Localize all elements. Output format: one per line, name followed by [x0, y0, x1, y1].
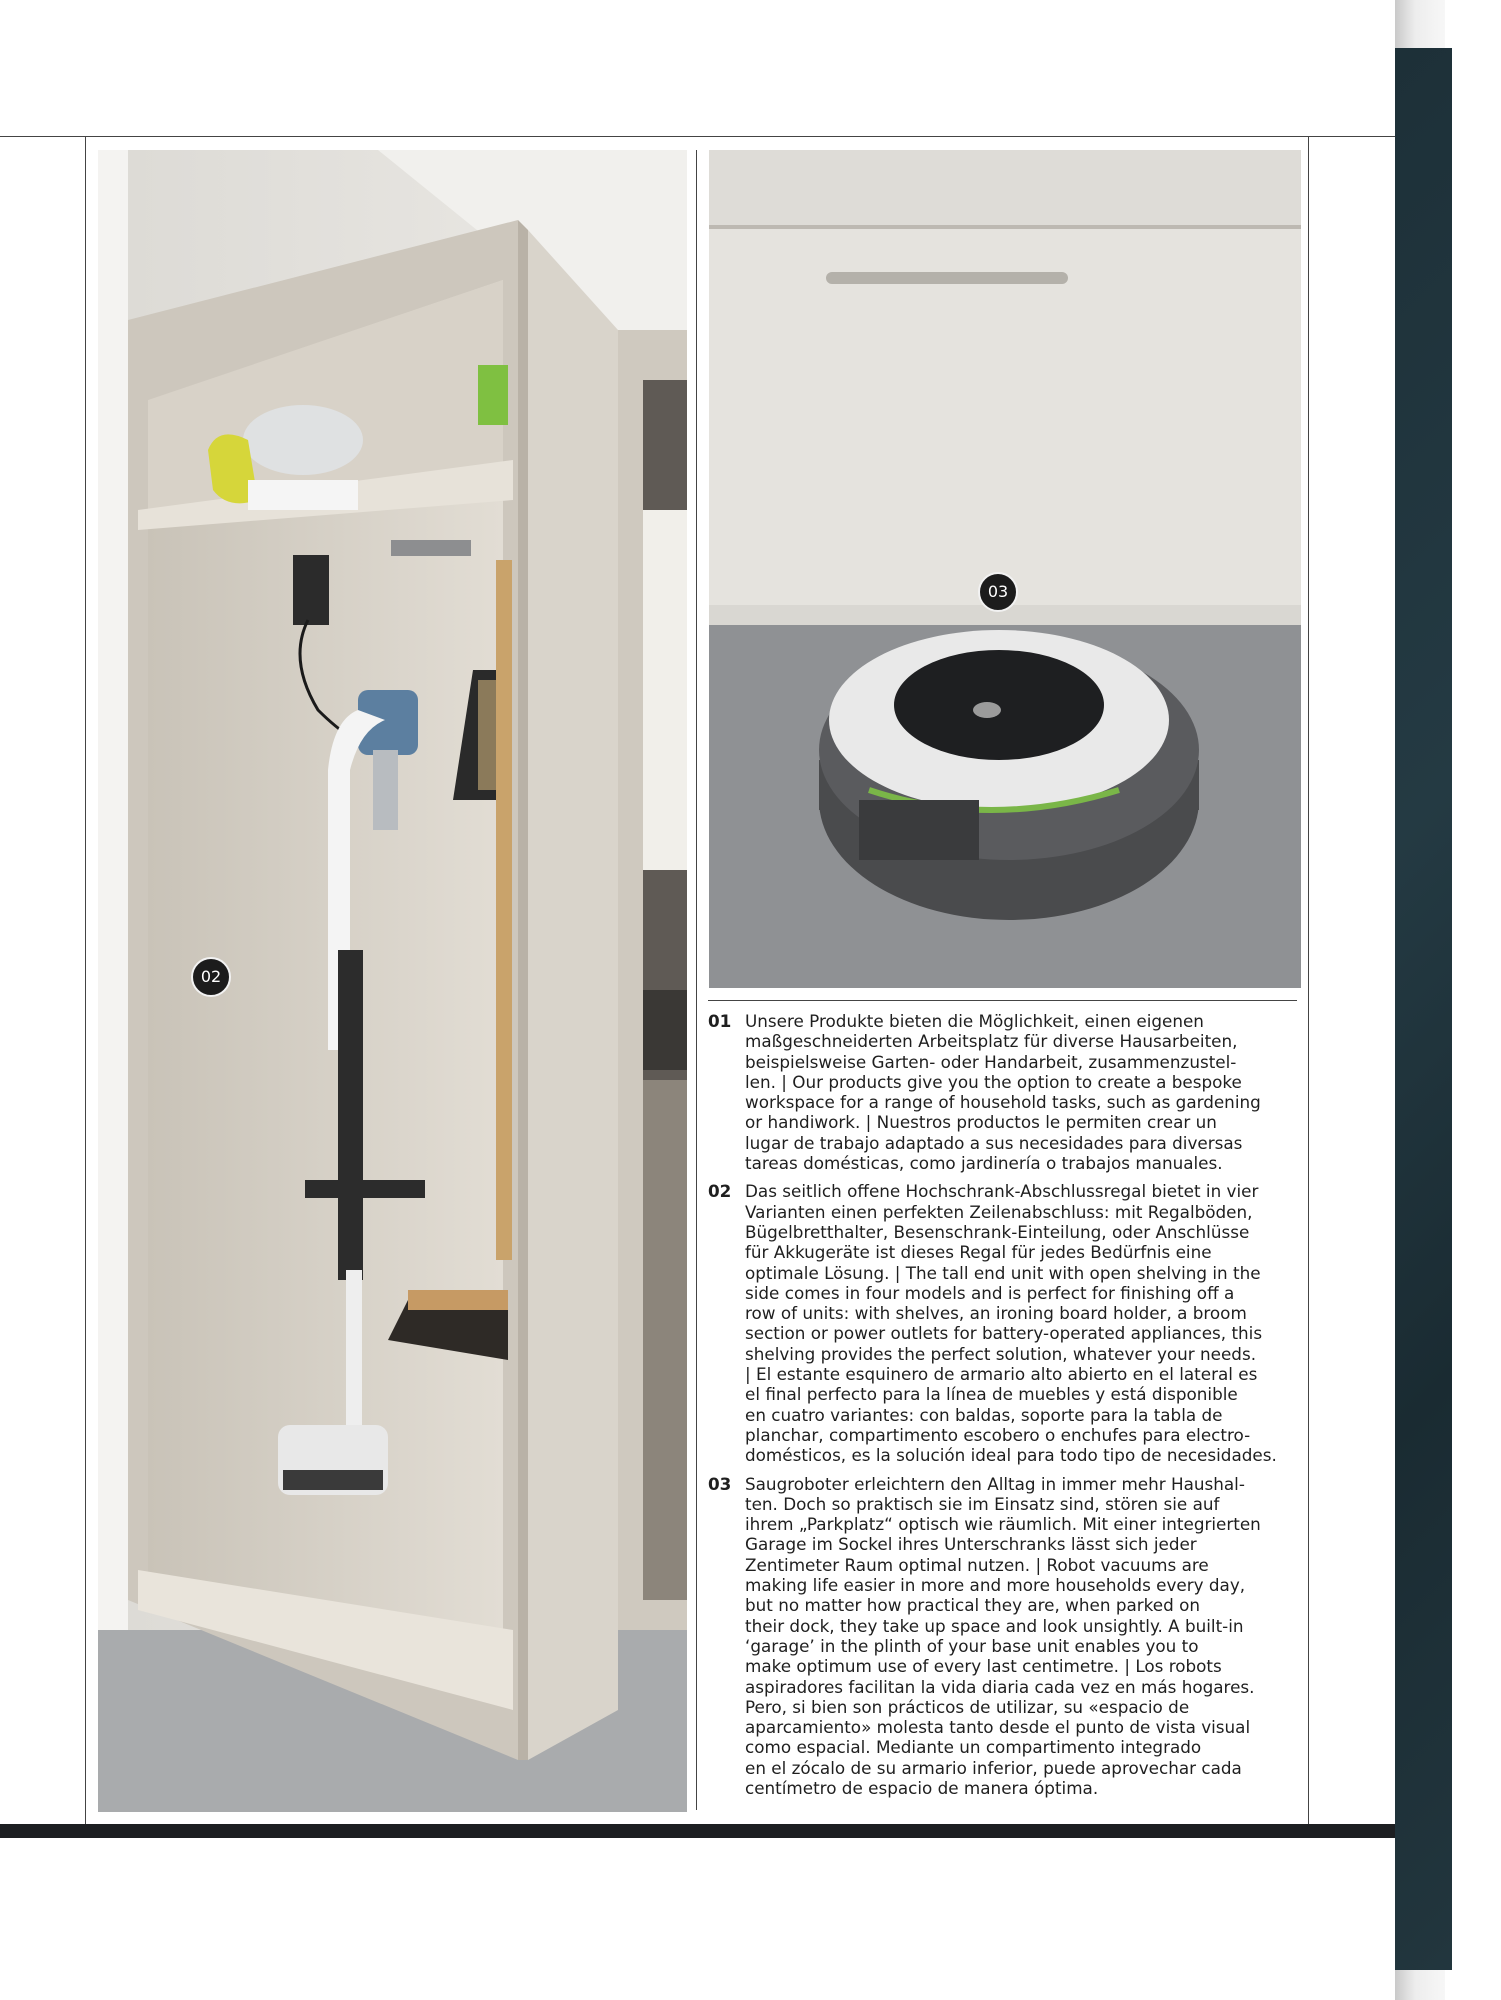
robot-vacuum-photo	[709, 150, 1301, 988]
back-cover-edge	[1395, 48, 1452, 1970]
caption-01	[708, 1011, 1302, 1173]
caption-text: Das seitlich offene Hochschrank-Abschlussregal bietet in vier Varianten einen perfekten Zeilenabschluss: mit Regalböden, Bügelbretthalter, Besenschrank-Einteilung, oder Anschlüsse für Akkugeräte ist dieses Regal für jedes Bedürfnis eine optimale Lösung. | The tall end unit with open shelving in the side comes in four models and is perfect for finishing off a row of units: with shelves, an ironing board holder, a broom section or power outlets for battery-operated appliances, this shelving provides the perfect solution, whatever your needs. | El estante esquinero de armario alto abierto en el lateral es el final perfecto para la línea de muebles y está disponible en cuatro variantes: con baldas, soporte para la tabla de planchar, compartimento escobero o enchufes para electro- domésticos, es la solución ideal para todo tipo de necesidades.	[745, 1181, 1277, 1466]
caption-list	[708, 1011, 1302, 1806]
caption-number: 02	[708, 1181, 732, 1202]
caption-number: 01	[708, 1011, 732, 1031]
marker-02: 02	[191, 957, 231, 997]
top-rule	[0, 136, 1395, 137]
caption-number: 03	[708, 1473, 732, 1494]
caption-02	[708, 1181, 1302, 1465]
marker-03: 03	[978, 572, 1018, 612]
right-rule	[1308, 136, 1309, 1824]
caption-rule	[708, 1000, 1297, 1001]
caption-text: Saugroboter erleichtern den Alltag in immer mehr Haushal- ten. Doch so praktisch sie im Einsatz sind, stören sie auf ihrem „Parkplatz“ optisch wie räumlich. Mit einer integrierten Garage im Sockel ihres Unterschranks lässt sich jeder Zentimeter Raum optimal nutzen. | Robot vacuums are making life easier in more and more households every day, but no matter how practical they are, when parked on their dock, they take up space and look unsightly. A built-in ‘garage’ in the plinth of your base unit enables you to make optimum use of every last centimetre. | Los robots aspiradores facilitan la vida diaria cada vez en más hogares. Pero, si bien son prácticos de utilizar, su «espacio de aparcamiento» molesta tanto desde el punto de vista visual como espacial. Mediante un compartimento integrado en el zócalo de su armario inferior, puede aprovechar cada centímetro de espacio de manera óptima.	[745, 1473, 1261, 1798]
center-rule	[696, 150, 697, 1810]
cabinet-photo	[98, 150, 687, 1812]
caption-03	[708, 1474, 1302, 1799]
bottom-bar	[0, 1824, 1395, 1838]
caption-text: Unsere Produkte bieten die Möglichkeit, einen eigenen maßgeschneiderten Arbeitsplatz für diverse Hausarbeiten, beispielsweise Garten- oder Handarbeit, zusammenzustel- len. | Our products give you the option to create a bespoke workspace for a range of household tasks, such as gardening or handiwork. | Nuestros productos le permiten crear un lugar de trabajo adaptado a sus necesidades para diversas tareas domésticas, como jardinería o trabajos manuales.	[745, 1011, 1261, 1174]
left-rule	[85, 136, 86, 1824]
